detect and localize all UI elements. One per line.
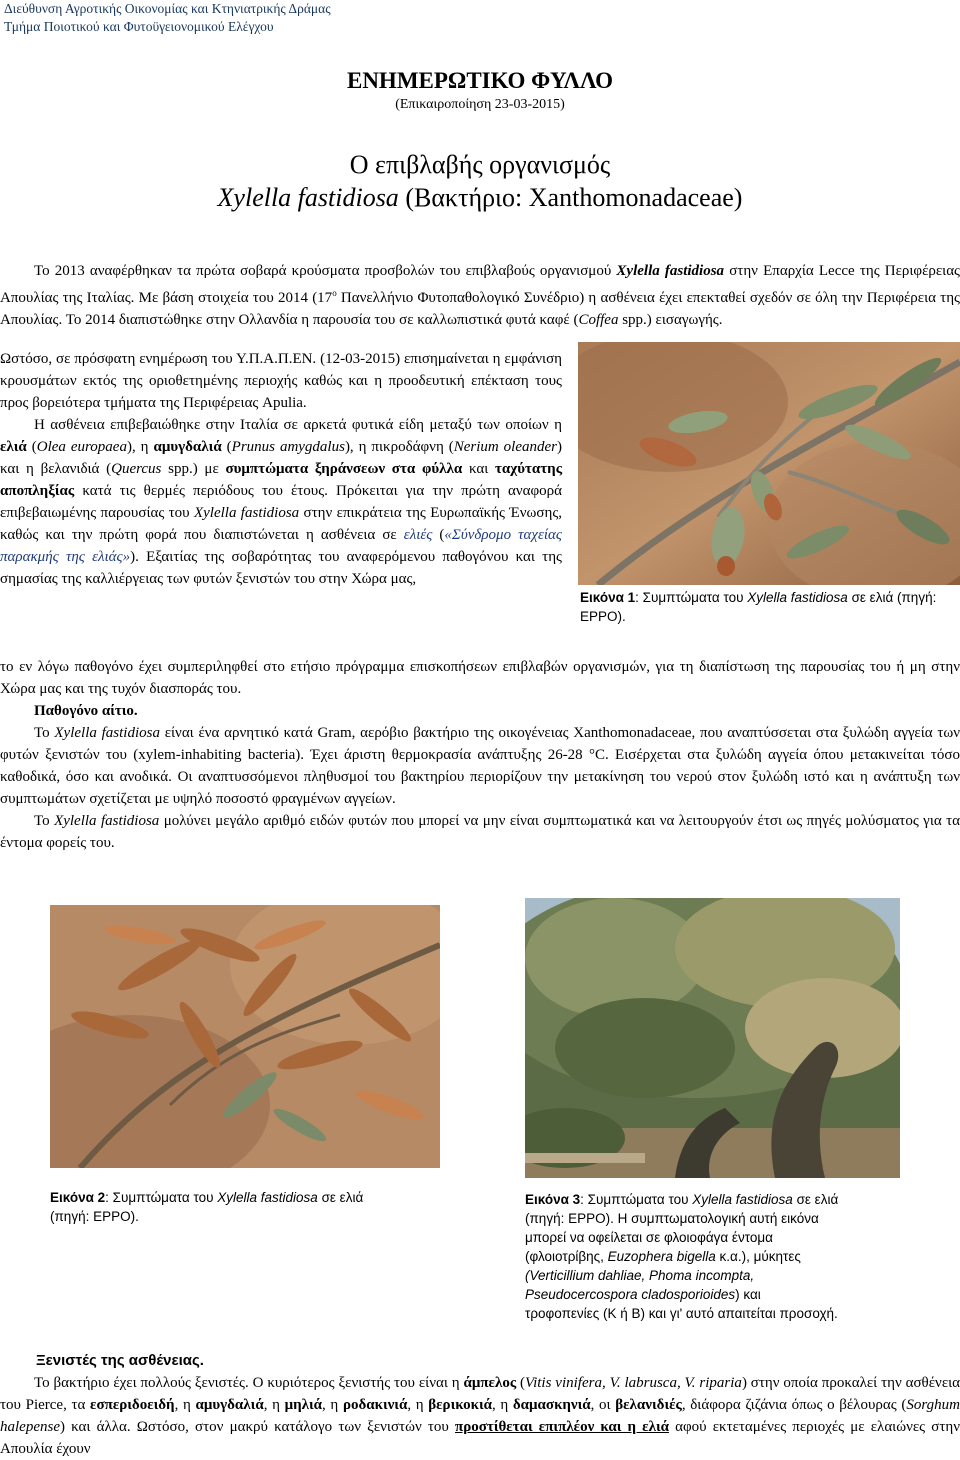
text-span: αμυγδαλιά <box>195 1397 264 1413</box>
text-span: «Σύνδρομο ταχείας παρακμής της ελιάς» <box>0 527 562 565</box>
text-span: ) και <box>735 1287 761 1302</box>
text-span: Xylella fastidiosa <box>747 590 848 605</box>
hosts-heading: Ξενιστές της ασθένειας. <box>36 1352 204 1369</box>
text-span: το εν λόγω παθογόνο έχει συμπεριληφθεί στο ετήσιο πρόγραμμα επισκοπήσεων επιβλαβών οργανισμών, για τη διαπίστωση της παρουσίας του ή μη στην Χώρα μας και της τυχόν διασποράς του. <box>0 659 960 697</box>
figure-3-caption <box>525 1190 925 1323</box>
department-header <box>4 0 331 36</box>
text-span: δαμασκηνιά <box>512 1397 591 1413</box>
text-span: κατά τις θερμές περιόδους του έτους. <box>82 483 328 499</box>
pathogen-heading: Παθογόνο αίτιο. <box>34 703 138 719</box>
text-span: στην επικράτεια της Ευρωπαϊκής Ένωσης, καθώς και την πρώτη φορά που διαπιστώνεται η ασθένεια σε <box>0 505 563 543</box>
text-span: Nerium oleander <box>453 439 558 455</box>
text-span: ) και η βελανιδιά ( <box>0 439 563 477</box>
text-span: σε ελιά (πηγή: EPPO). <box>580 590 937 624</box>
text-span: Πανελλήνιο Φυτοπαθολογικό Συνέδριο) η ασθένεια έχει επεκταθεί σχεδόν σε όλη την Περιφέρεια της Απουλίας. <box>0 290 960 328</box>
text-span: τροφοπενίες (Κ ή Β) και γι' αυτό απαιτείται προσοχή. <box>525 1306 838 1321</box>
olive-branch-image <box>578 342 960 585</box>
text-span: βερικοκιά <box>428 1397 492 1413</box>
text-span: Xylella fastidiosa <box>193 505 300 521</box>
text-span: ) και άλλα. Ωστόσο, στον μακρύ κατάλογο των ξενιστών του <box>59 1419 449 1435</box>
species-name: Xylella fastidiosa <box>217 183 399 212</box>
text-span: Η ασθένεια επιβεβαιώθηκε στην Ιταλία σε αρκετά φυτικά είδη μεταξύ των οποίων η <box>34 417 562 433</box>
text-span: εσπεριδοειδή <box>90 1397 175 1413</box>
figure-2-photo <box>50 905 440 1168</box>
text-span: Quercus <box>111 461 162 477</box>
text-span: Vitis vinifera, V. labrusca, V. riparia <box>525 1375 742 1391</box>
text-span: αμυγδαλιά <box>153 439 222 455</box>
text-span: ελιές <box>403 527 433 543</box>
text-span: ), η <box>126 439 149 455</box>
text-span: (πηγή: EPPO). Η συμπτωματολογική αυτή εικόνα <box>525 1211 819 1226</box>
text-span: Το <box>34 813 50 829</box>
text-span: ελιά <box>0 439 27 455</box>
text-span: : Συμπτώματα του <box>580 1192 689 1207</box>
text-span: Olea europaea <box>36 439 127 455</box>
hosts-section: Ξενιστές της ασθένειας. Το βακτήριο έχει πολλούς ξενιστές. Ο κυριότερος ξενιστής του είναι η άμπελος (Vitis vinifera, V. labrusca, V. riparia) στην οποία προκαλεί την ασθένεια του Pierce, τα εσπεριδοειδή, η αμυγδαλιά, η μηλιά, η ροδακινιά, η βερικοκιά, η δαμασκηνιά, οι βελανιδιές, διάφορα ζιζάνια όπως ο βέλουρας (Sorghum halepense) και άλλα. Ωστόσο, στον μακρύ κατάλογο των ξενιστών του προστίθεται επιπλέον και η ελιά αφού εκτεταμένες περιοχές με ελαιώνες στην Απουλία έχουν <box>0 1352 960 1457</box>
text-span: μηλιά <box>284 1397 323 1413</box>
text-span: άμπελος <box>463 1375 517 1391</box>
text-span: στην Επαρχία Lecce της Περιφέρειας Απουλίας της Ιταλίας. Με βάση στοιχεία του 2014 (17 <box>0 263 960 306</box>
pathogen-section <box>0 700 960 854</box>
figure-2-caption <box>50 1188 450 1226</box>
text-span: ). Εξαιτίας της σοβαρότητας του αναφερόμενου παθογόνου και της σημασίας της καλλιέργειας των φυτών ξενιστών του στην Χώρα μας, <box>0 549 562 587</box>
text-span: συμπτώματα ξηράνσεων στα φύλλα <box>225 461 463 477</box>
text-span: ), η πικροδάφνη ( <box>344 439 454 455</box>
dried-leaves-image <box>50 905 440 1168</box>
text-span: Εικόνα 3 <box>525 1192 581 1207</box>
text-span: κ.α.), μύκητες <box>719 1249 801 1264</box>
text-span: προστίθεται επιπλέον και η ελιά <box>455 1419 669 1435</box>
text-span: Εικόνα 2 <box>50 1190 106 1205</box>
text-span: Prunus amygdalus <box>231 439 345 455</box>
text-span: Pseudocercospora cladosporioides <box>525 1287 736 1302</box>
text-span: μπορεί να οφείλεται σε φλοιοφάγα έντομα <box>525 1230 773 1245</box>
text-span: Πρόκειται για την πρώτη αναφορά επιβεβαιωμένης παρουσίας του <box>0 483 563 521</box>
text-span: Το 2013 αναφέρθηκαν τα πρώτα σοβαρά κρούσματα προσβολών του επιβλαβούς οργανισμού <box>34 263 612 279</box>
figure-1-photo <box>578 342 960 585</box>
text-span: αφού εκτεταμένες περιοχές με ελαιώνες στην Απουλία έχουν <box>0 1419 960 1457</box>
text-span: Xylella fastidiosa <box>616 263 725 279</box>
figure-1-caption <box>580 588 960 626</box>
text-span: Coffea <box>578 312 619 328</box>
text-span: ) στην οποία προκαλεί την ασθένεια του Pierce, τα <box>0 1375 960 1413</box>
text-span: : Συμπτώματα του <box>105 1190 214 1205</box>
figure-3-photo <box>525 898 900 1178</box>
text-span: Xylella fastidiosa <box>217 1190 318 1205</box>
text-span: Xylella fastidiosa <box>54 813 160 829</box>
text-span: (πηγή: EPPO). <box>50 1209 139 1224</box>
text-span: spp.) με <box>168 461 219 477</box>
text-span: Εικόνα 1 <box>580 590 636 605</box>
text-span: , διάφορα ζιζάνια όπως ο βέλουρας ( <box>681 1397 907 1413</box>
text-span: Euzophera bigella <box>607 1249 716 1264</box>
text-span: ο <box>332 288 337 298</box>
subtitle: Ο επιβλαβής οργανισμός <box>349 150 611 179</box>
text-span: μολύνει μεγάλο αριθμό ειδών φυτών που μπορεί να μην είναι συμπτωματικά και να λειτουργούν έτσι ως πηγές μολύσματος για τα έντομα φορείς του. <box>0 813 960 851</box>
text-span: Xylella fastidiosa <box>54 725 160 741</box>
text-span: βελανιδιές <box>615 1397 682 1413</box>
header-line-2: Τμήμα Ποιοτικού και Φυτοϋγειονομικού Ελέγχου <box>4 19 274 34</box>
olive-tree-image <box>525 898 900 1178</box>
text-span: : Συμπτώματα του <box>635 590 744 605</box>
text-span: spp.) εισαγωγής. <box>622 312 723 328</box>
text-span: και <box>468 461 489 477</box>
text-span: Xylella fastidiosa <box>692 1192 793 1207</box>
document-title: ΕΝΗΜΕΡΩΤΙΚΟ ΦΥΛΛΟ <box>346 68 614 93</box>
text-span: Sorghum halepense <box>0 1397 960 1435</box>
text-span: Ωστόσο, σε πρόσφατη ενημέρωση του Υ.Π.Α.Π.ΕΝ. (12-03-2015) επισημαίνεται η εμφάνιση κρουσμάτων εκτός της οριοθετημένης περιοχής καθώς και η προοδευτική επέκταση τους προς βορειότερα τμήματα της Περιφέρειας Apulia. <box>0 351 562 411</box>
text-span: (φλοιοτρίβης, <box>525 1249 604 1264</box>
wrap-paragraph: Ωστόσο, σε πρόσφατη ενημέρωση του Υ.Π.Α.Π.ΕΝ. (12-03-2015) επισημαίνεται η εμφάνιση κρουσμάτων εκτός της οριοθετημένης περιοχής καθώς και η προοδευτική επέκταση τους προς βορειότερα τμήματα της Περιφέρειας Apulia. Η ασθένεια επιβεβαιώθηκε στην Ιταλία σε αρκετά φυτικά είδη μεταξύ των οποίων η ελιά (Olea europaea), η αμυγδαλιά (Prunus amygdalus), η πικροδάφνη (Nerium oleander) και η βελανιδιά (Quercus spp.) με συμπτώματα ξηράνσεων στα φύλλα και ταχύτατης αποπληξίας κατά τις θερμές περιόδους του έτους. Πρόκειται για την πρώτη αναφορά επιβεβαιωμένης παρουσίας του Xylella fastidiosa στην επικράτεια της Ευρωπαϊκής Ένωσης, καθώς και την πρώτη φορά που διαπιστώνεται η ασθένεια σε ελιές («Σύνδρομο ταχείας παρακμής της ελιάς»). Εξαιτίας της σοβαρότητας του αναφερόμενου παθογόνου και της σημασίας της καλλιέργειας των φυτών ξενιστών του στην Χώρα μας, <box>0 348 562 590</box>
family-name: (Βακτήριο: Xanthomonadaceae) <box>405 183 743 212</box>
text-span: (Verticillium dahliae, Phoma incompta, <box>525 1268 755 1283</box>
text-span: είναι ένα αρνητικό κατά Gram, αερόβιο βακτήριο της οικογένειας Xanthomonadaceae, που αναπτύσσεται στα ξυλώδη αγγεία των φυτών ξενιστών του (xylem-inhabiting bacteria). Έχει άριστη θερμοκρασία ανάπτυξης 26-28 °C. Εισέρχεται στα ξυλώδη αγγεία όπου μετακινείται τόσο καθοδικά, όσο και ανοδικά. Οι αναπτυσσόμενοι πληθυσμοί του βακτηρίου περιορίζουν την μετακίνηση του νερού στον ξυλώδη ιστό και η ανάπτυξη των συμπτωμάτων σχετίζεται με υψηλό ποσοστό φραγμένων αγγείων. <box>0 725 960 807</box>
text-span: σε ελιά <box>796 1192 839 1207</box>
text-span: Το βακτήριο έχει πολλούς ξενιστές. Ο κυριότερος ξενιστής του είναι η <box>34 1375 460 1391</box>
update-date: (Επικαιροποίηση 23-03-2015) <box>395 97 565 112</box>
text-span: ροδακινιά <box>342 1397 408 1413</box>
text-span: σε ελιά <box>321 1190 364 1205</box>
header-line-1: Διεύθυνση Αγροτικής Οικονομίας και Κτηνιατρικής Δράμας <box>4 1 331 16</box>
species-title <box>0 183 960 213</box>
text-span: ταχύτατης αποπληξίας <box>0 461 563 499</box>
text-span: Το <box>34 725 50 741</box>
wrap-paragraph-continued <box>0 656 960 700</box>
text-span: Το 2014 διαπιστώθηκε στην Ολλανδία η παρουσία του σε καλλωπιστικά φυτά καφέ ( <box>65 312 579 328</box>
intro-paragraph <box>0 260 960 331</box>
